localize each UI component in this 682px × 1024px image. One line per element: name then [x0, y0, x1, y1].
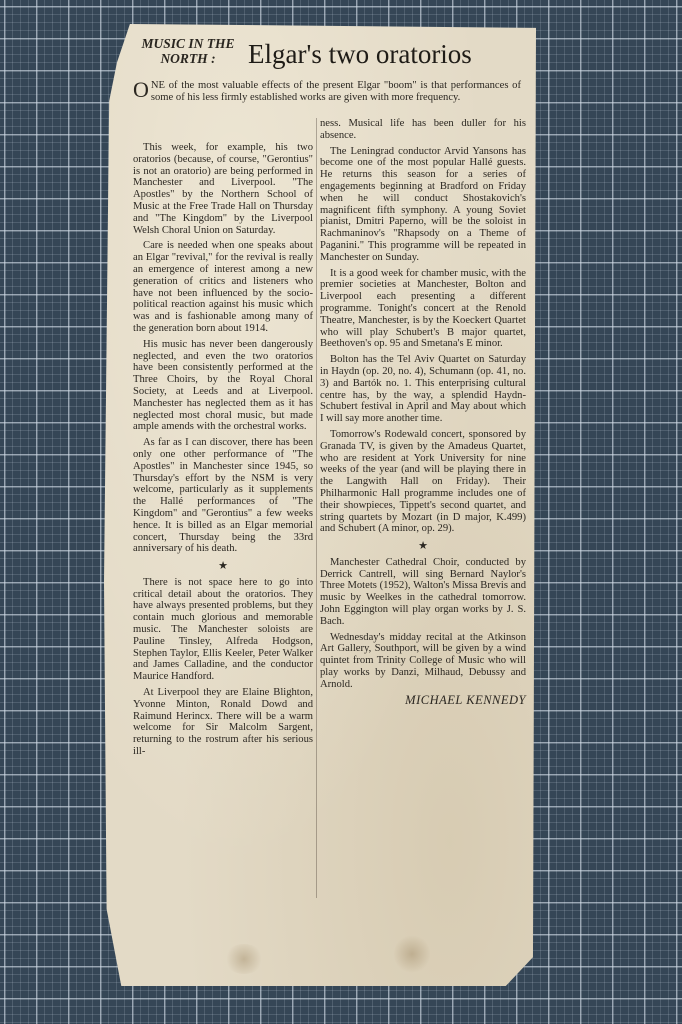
- paragraph: Wednesday's midday recital at the Atkinson Art Gallery, Southport, will be given by a wind quintet from Trinity College of Music who will play works by Danzi, Milhaud, Debussy and Arnold.: [320, 631, 526, 690]
- paragraph: It is a good week for chamber music, with the premier societies at Manchester, Bolton and Liverpool each presenting a different programme. Tonight's concert at the Renold Theatre, Manchester, is by the Koeckert Quartet who will play Schubert's B major quartet, Beethoven's op. 95 and Smetana's E minor.: [320, 267, 526, 350]
- paragraph: As far as I can discover, there has been only one other performance of "The Apostles" in Manchester since 1945, so Thursday's effort by the NSM is very welcome, particularly as it supplements the Hallé performances of "The Kingdom" and "Gerontius" a few weeks hence. It is billed as an Elgar memorial concert, Thursday being the 33rd anniversary of his death.: [133, 437, 313, 555]
- section-kicker: MUSIC IN THE NORTH :: [141, 36, 235, 66]
- paragraph: The Leningrad conductor Arvid Yansons has become one of the most popular Hallé guests. He returns this season for a series of engagements beginning at Bradford on Friday when he will conduct Shostakovich's magnificent fifth symphony. A young Soviet pianist, Dmitri Paperno, will be the soloist in Rachmaninov's "Rhapsody on a Theme of Paganini." This programme will be repeated in Manchester on Sunday.: [320, 145, 526, 263]
- section-star: ★: [418, 540, 428, 553]
- author-byline: MICHAEL KENNEDY: [405, 692, 526, 707]
- paragraph: This week, for example, his two oratorios (because, of course, "Gerontius" is not an oratorio) are being performed in Manchester and Liverpool. "The Apostles" by the Northern School of Music at the Free Trade Hall on Thursday and "The Kingdom" by the Liverpool Welsh Choral Union on Saturday.: [133, 142, 313, 236]
- paper-stain: [224, 944, 264, 974]
- left-column: [133, 142, 313, 762]
- paragraph: Manchester Cathedral Choir, conducted by Derrick Cantrell, will sing Bernard Naylor's Three Motets (1952), Walton's Missa Brevis and music by Weelkes in the cathedral tomorrow. John Eggington will play organ works by J. S. Bach.: [320, 556, 526, 627]
- paragraph: There is not space here to go into critical detail about the oratorios. They have always presented problems, but they contain much glorious and memorable music. The Manchester soloists are Pauline Tinsley, Alfreda Hodgson, Stephen Taylor, Ellis Keeler, Peter Walker and James Calladine, and the conductor Maurice Handford.: [133, 576, 313, 683]
- paragraph: His music has never been dangerously neglected, and even the two oratorios have been consistently performed at the Three Choirs, by the Royal Choral Society, at Leeds and at Liverpool. Manchester has neglected them as it has neglected most choral music, but made ample amends with the orchestral works.: [133, 338, 313, 433]
- lead-paragraph: [133, 77, 521, 108]
- paragraph: Bolton has the Tel Aviv Quartet on Saturday in Haydn (op. 20, no. 4), Schumann (op. 41, no. 3) and Bartók no. 1. This enterprising cultural centre has, by the way, a splendid Haydn-Schubert festival in April and May about which I will say more another time.: [320, 354, 526, 425]
- column-divider: [316, 118, 317, 898]
- paragraph: ness. Musical life has been duller for his absence.: [320, 118, 526, 141]
- paper-stain: [394, 934, 430, 974]
- lead-text: NE of the most valuable effects of the present Elgar "boom" is that performances of some of his less firmly established works are given with more frequency.: [150, 80, 521, 103]
- paragraph: At Liverpool they are Elaine Blighton, Yvonne Minton, Ronald Dowd and Raimund Herincx. There will be a warm welcome for Sir Malcolm Sargent, returning to the rostrum after his serious ill-: [133, 687, 313, 758]
- drop-cap: O: [133, 77, 149, 102]
- section-star: ★: [218, 560, 228, 573]
- right-column: [320, 118, 526, 706]
- paragraph: Care is needed when one speaks about an Elgar "revival," for the revival is really an emergence of interest among a new generation of critics and listeners who have not been influenced by the socio-political reaction against his music which was and is fashionable among many of the generation born about 1914.: [133, 240, 313, 334]
- paragraph: Tomorrow's Rodewald concert, sponsored by Granada TV, is given by the Amadeus Quartet, who are resident at York University for nine weeks of the year (and will be playing there in the Langwith Hall on Friday). Their Philharmonic Hall programme includes one of their showpieces, Tippett's second quartet, and string quartets by Mozart (in D major, K.499) and Schubert (A minor, op. 29).: [320, 428, 526, 535]
- article-headline: Elgar's two oratorios: [248, 39, 472, 69]
- article-header: [134, 34, 530, 76]
